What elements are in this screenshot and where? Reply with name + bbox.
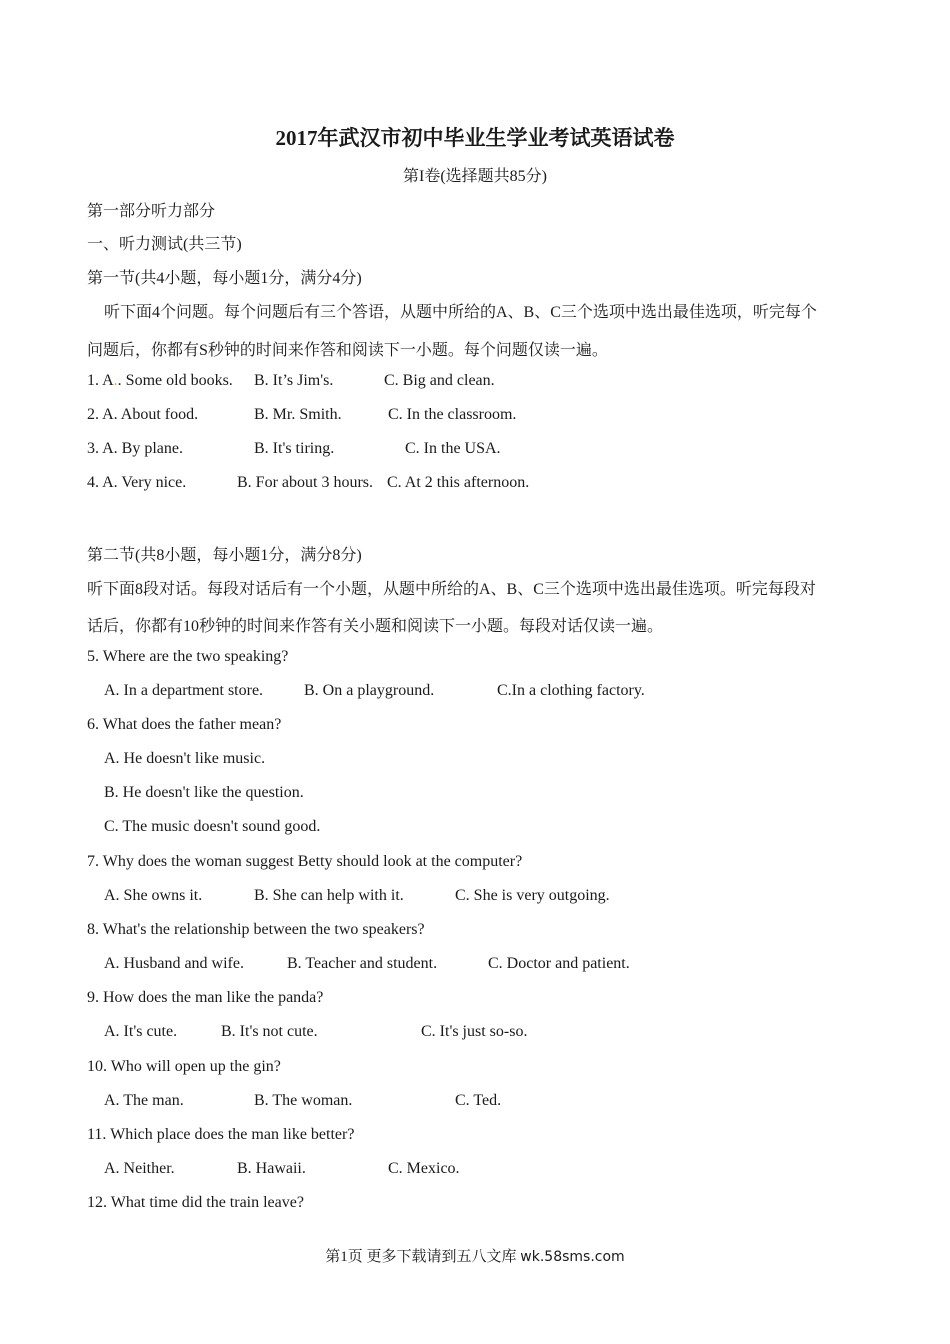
- q4-option-c: C. At 2 this afternoon.: [387, 474, 530, 491]
- q4-option-b: B. For about 3 hours.: [237, 474, 373, 491]
- q11-option-b: B. Hawaii.: [237, 1160, 306, 1177]
- question-7: 7. Why does the woman suggest Betty should look at the computer?: [87, 853, 523, 870]
- highlight-mark: .: [113, 372, 118, 389]
- section1-instructions-line1: 听下面4个问题。每个问题后有三个答语，从题中所给的A、B、C三个选项中选出最佳选项，听完每个: [104, 304, 817, 321]
- q3-option-a: 3. A. By plane.: [87, 440, 183, 457]
- q1-option-c: C. Big and clean.: [384, 372, 495, 389]
- question-11: 11. Which place does the man like better?: [87, 1126, 355, 1143]
- q7-option-a: A. She owns it.: [104, 887, 203, 904]
- test-heading: 一、听力测试(共三节): [87, 236, 242, 253]
- q7-option-c: C. She is very outgoing.: [455, 887, 610, 904]
- question-8: 8. What's the relationship between the two speakers?: [87, 921, 425, 938]
- footer-text: 第1页 更多下载请到五八文库: [325, 1249, 521, 1265]
- q7-option-b: B. She can help with it.: [254, 887, 404, 904]
- q1-option-b: B. It’s Jim's.: [254, 372, 334, 389]
- q4-option-a: 4. A. Very nice.: [87, 474, 187, 491]
- q2-option-a: 2. A. About food.: [87, 406, 199, 423]
- q8-option-c: C. Doctor and patient.: [488, 955, 630, 972]
- q6-option-b: B. He doesn't like the question.: [104, 784, 304, 801]
- q5-option-a: A. In a department store.: [104, 682, 264, 699]
- q6-option-a: A. He doesn't like music.: [104, 750, 266, 767]
- q3-option-b: B. It's tiring.: [254, 440, 335, 457]
- question-9: 9. How does the man like the panda?: [87, 989, 324, 1006]
- q10-option-b: B. The woman.: [254, 1092, 353, 1109]
- footer-site-link[interactable]: wk.58sms.com: [520, 1249, 625, 1265]
- q9-option-c: C. It's just so-so.: [421, 1023, 528, 1040]
- page-footer: [0, 1245, 950, 1266]
- q8-option-a: A. Husband and wife.: [104, 955, 244, 972]
- q2-option-b: B. Mr. Smith.: [254, 406, 342, 423]
- part-heading: 第一部分听力部分: [87, 203, 216, 220]
- section2-instructions-line2: 话后，你都有10秒钟的时间来作答有关小题和阅读下一小题。每段对话仅读一遍。: [87, 618, 664, 635]
- q2-option-c: C. In the classroom.: [388, 406, 517, 423]
- q6-option-c: C. The music doesn't sound good.: [104, 818, 321, 835]
- q8-option-b: B. Teacher and student.: [287, 955, 438, 972]
- section1-heading: 第一节(共4小题，每小题1分，满分4分): [87, 270, 362, 287]
- page-subtitle: 第I卷(选择题共85分): [403, 168, 547, 185]
- q5-option-c: C.In a clothing factory.: [497, 682, 645, 699]
- section2-heading: 第二节(共8小题，每小题1分，满分8分): [87, 547, 362, 564]
- page-title: 2017年武汉市初中毕业生学业考试英语试卷: [275, 126, 675, 150]
- question-12: 12. What time did the train leave?: [87, 1194, 304, 1211]
- q10-option-a: A. The man.: [104, 1092, 184, 1109]
- q9-option-a: A. It's cute.: [104, 1023, 178, 1040]
- q5-option-b: B. On a playground.: [304, 682, 435, 699]
- section1-instructions-line2: 问题后，你都有S秒钟的时间来作答和阅读下一小题。每个问题仅读一遍。: [87, 342, 608, 359]
- q11-option-a: A. Neither.: [104, 1160, 175, 1177]
- q9-option-b: B. It's not cute.: [221, 1023, 318, 1040]
- q1-option-a: 1. A.. Some old books.: [87, 372, 233, 389]
- question-6: 6. What does the father mean?: [87, 716, 282, 733]
- question-5: 5. Where are the two speaking?: [87, 648, 289, 665]
- section2-instructions-line1: 听下面8段对话。每段对话后有一个小题，从题中所给的A、B、C三个选项中选出最佳选项。听完每段对: [87, 581, 816, 598]
- q3-option-c: C. In the USA.: [405, 440, 501, 457]
- q11-option-c: C. Mexico.: [388, 1160, 460, 1177]
- q10-option-c: C. Ted.: [455, 1092, 502, 1109]
- question-10: 10. Who will open up the gin?: [87, 1058, 281, 1075]
